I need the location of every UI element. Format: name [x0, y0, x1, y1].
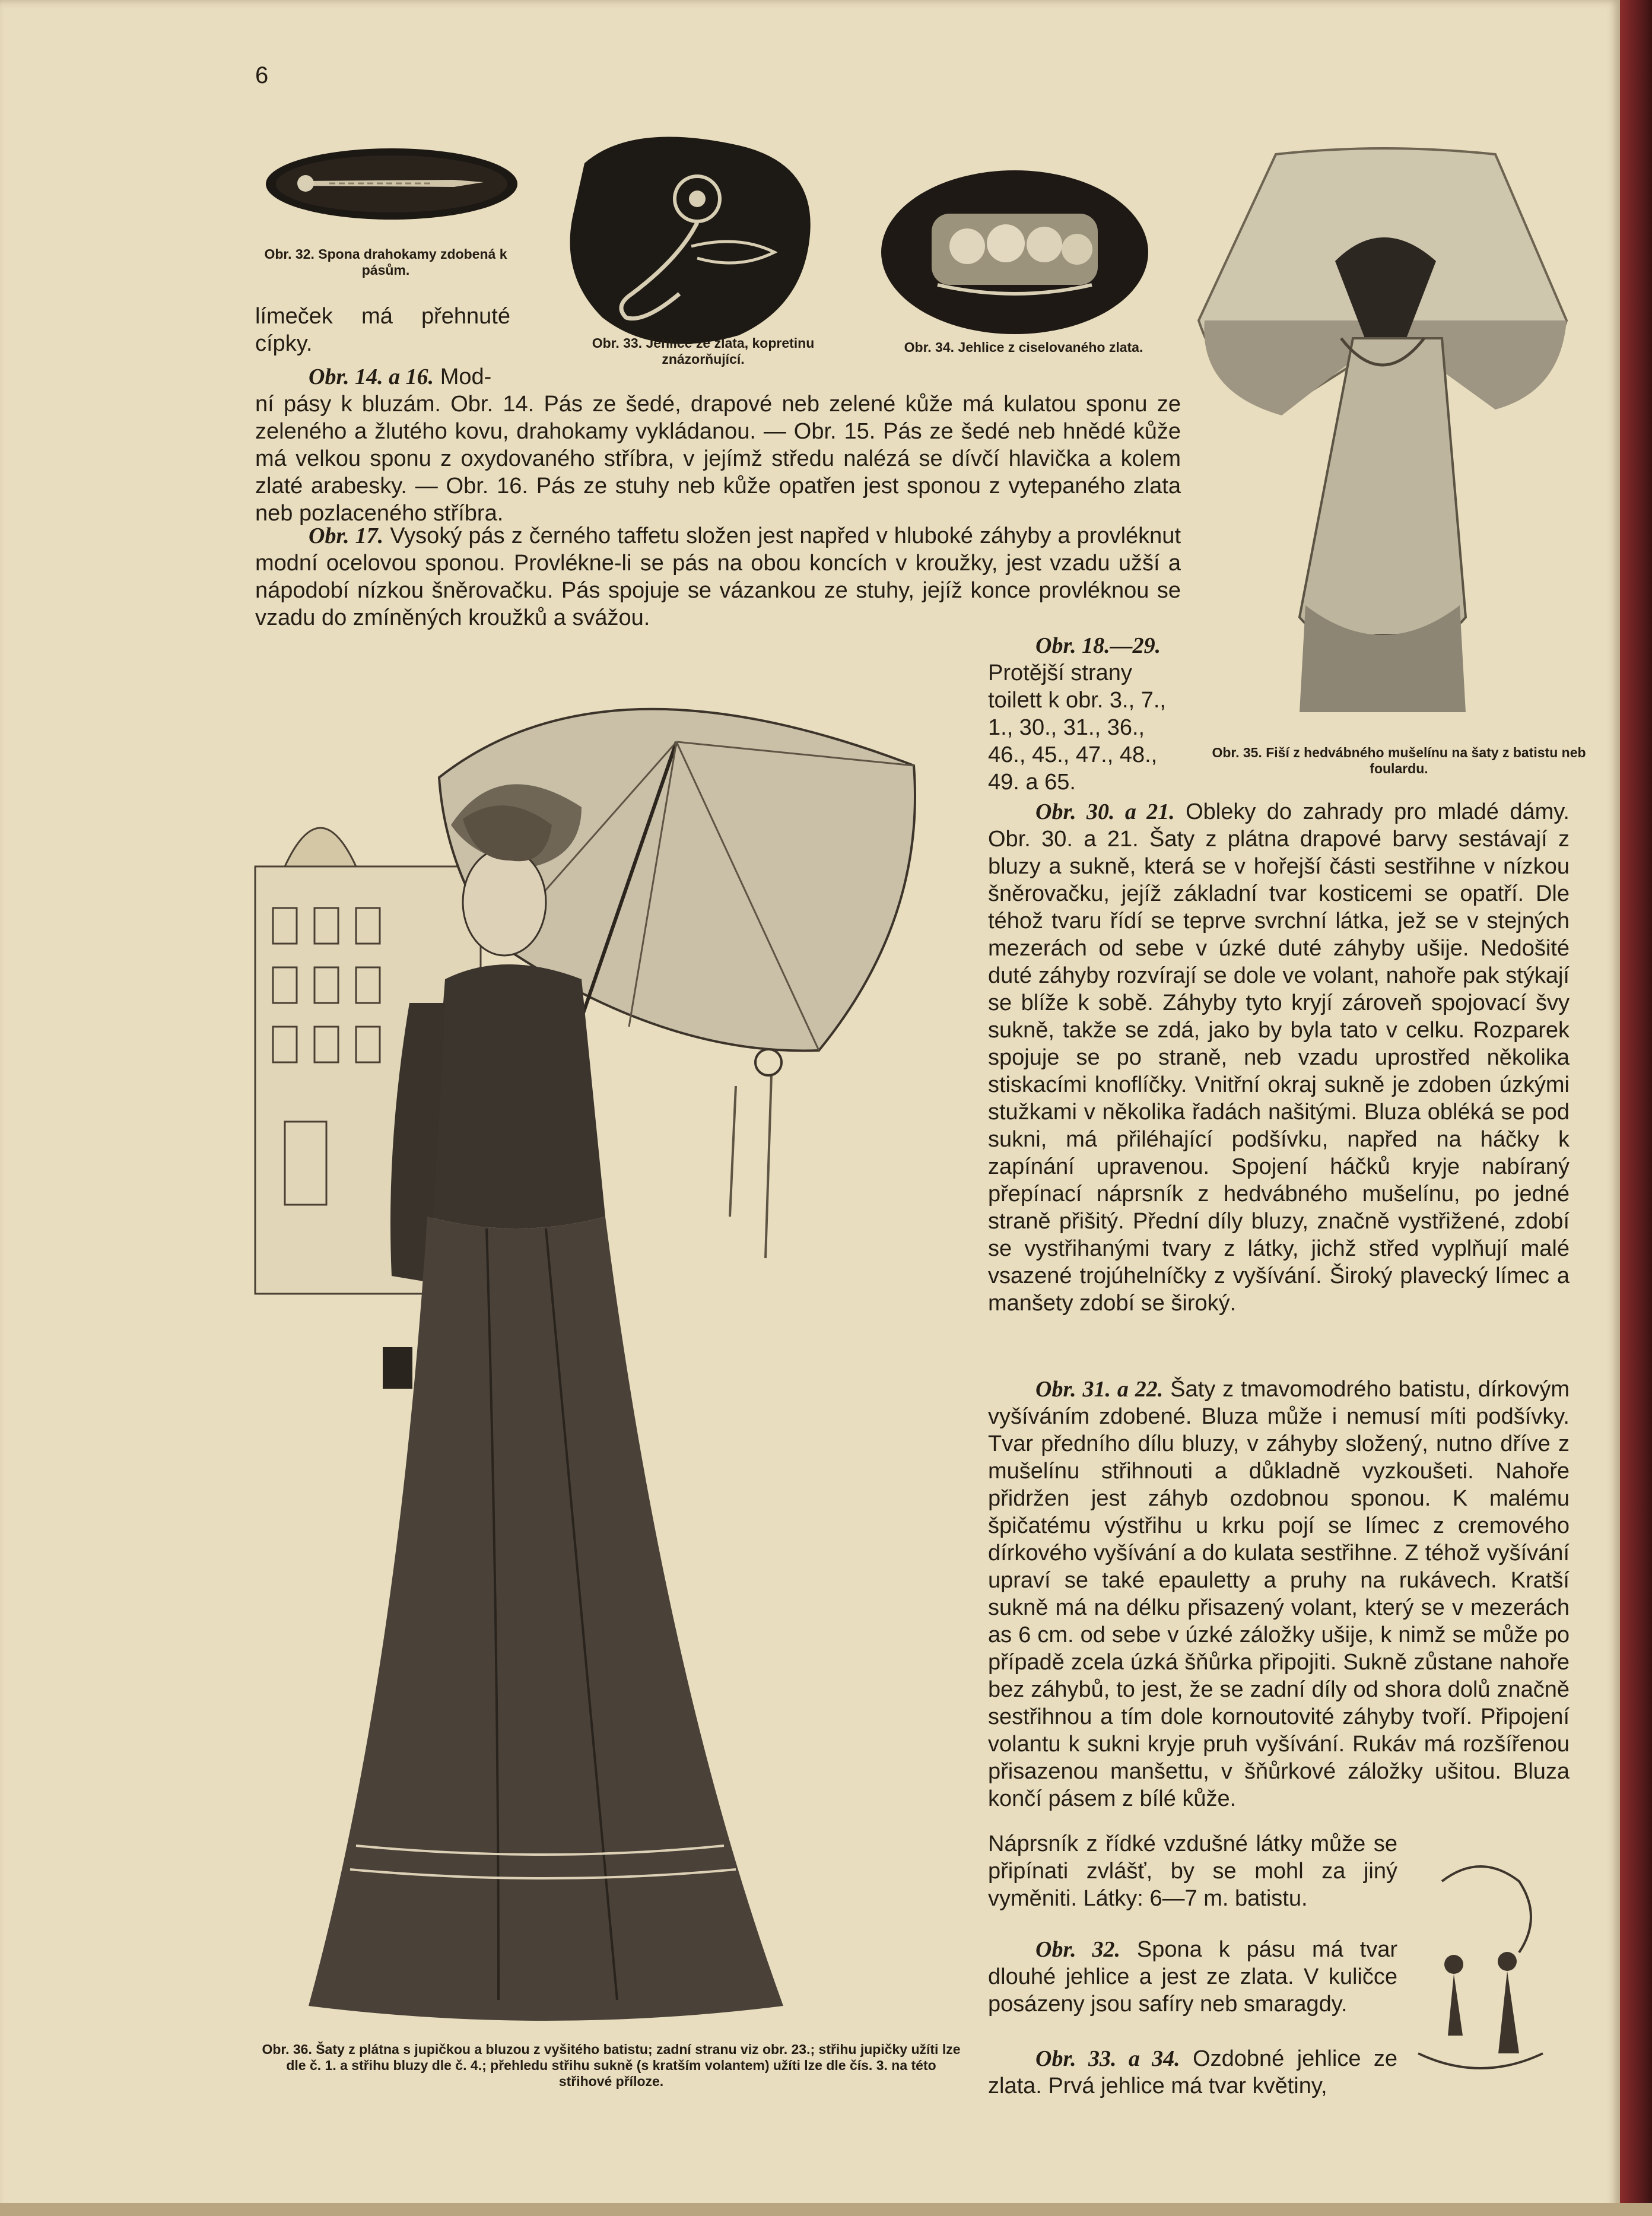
figure-36-caption: Obr. 36. Šaty z plátna s jupičkou a bluzou z vyšitého batistu; zadní stranu viz obr. 23.; střihu jupičky užíti lze dle č. 1. a střihu bluzy dle č. 4.; přehledu střihu sukně (s kratším volantem) užíti lze dle čís. 3. na této střihové příloze. [262, 2042, 961, 2089]
paragraph-1-text: límeček má přehnuté cípky. [255, 304, 510, 356]
figure-35-caption: Obr. 35. Fiší z hedvábného mušelínu na šaty z batistu neb foulardu. [1212, 745, 1586, 776]
paragraph-6-heading: Obr. 31. a 22. [1035, 1377, 1164, 1402]
figure-34-pin-image [878, 166, 1151, 338]
paragraph-8 [988, 2045, 1397, 2100]
paragraph-4 [988, 632, 1187, 796]
paragraph-5-text: Obleky do zahrady pro mladé dámy. Obr. 30. a 21. Šaty z plátna drapové barvy sestávají z bluzy a sukně, která se v hořejší části sestřihne v nízkou šněrovačku, jejíž základní tvar kosticemi se opatří. Dle téhož tvaru řídí se teprve svrchní látka, jež se v stejných mezerách od sebe v úzké duté záhyby ušije. Nedošité duté záhyby rozvírají se dole ve volant, nahoře pak stýkají se blíže k sobě. Záhyby tyto kryjí zároveň spojovací švy sukně, takže se zdá, jako by byla tato v celku. Rozparek spojuje se po straně, neb vzadu uprostřed několika stiskacími knoflíčky. Vnitřní okraj sukně je zdoben úzkými stužkami v několika řadách našitými. Bluza obléká se pod sukni, má přiléhající podšívku, napřed na háčky k zapínání upravenou. Spojení háčků kryje nabíraný přepínací náprsník z hedvábného mušelínu, po jedné straně přišitý. Přední díly bluzy, značně vystřižené, zdobí se vystřihanými tvary z látky, jichž střed vyplňují malé vsazené trojúhelníčky z vyšívání. Široký plavecký límec a manšety zdobí se široký. [988, 799, 1570, 1316]
figure-35-fichu-image [1187, 142, 1578, 715]
figure-34-caption: Obr. 34. Jehlice z ciselovaného zlata. [904, 339, 1143, 355]
paragraph-2-lead: Mod- [434, 364, 492, 389]
paragraph-5-heading: Obr. 30. a 21. [1035, 799, 1175, 824]
paragraph-6-text: Šaty z tmavomodrého batistu, dírkovým vyšíváním zdobené. Bluza může i nemusí míti podšívky. Tvar předního dílu bluzy, v záhyby složený, nutno dříve z mušelínu střihnouti a důkladně vyzkoušeti. Nahoře přidržen jest záhyb ozdobnou sponou. K malému špičatému výstřihu u krku pojí se límec z cremového dírkového vyšívání a do kulata sestřihne. Z téhož vyšívání upraví se také epauletty a pruhy na rukávech. Kratší sukně má na délku přisazený volant, který se v mezerách as 6 cm. od sebe v úzké záložky ušije, k nimž se může po případě zcela úzká šňůrka připojiti. Sukně zůstane nahoře bez záhybů, to jest, že se zadní díly od shora dolů značně sestřihnou a tím dole kornoutovité záhyby tvoří. Připojení volantu k sukni kryje pruh vyšívání. Rukáv má rozšířenou přisazenou manšettu, v šňůrkové záložky ušitou. Bluza končí pásem z bílé kůže. [988, 1377, 1570, 1811]
figure-36-fashion-plate-image [249, 671, 961, 2030]
paragraph-2 [255, 363, 1181, 527]
paragraph-6-tail-text: Náprsník z řídké vzdušné látky může se připínati zvlášť, by se mohl za jiný vyměniti. Látky: 6—7 m. batistu. [988, 1831, 1397, 1911]
paragraph-1 [255, 303, 510, 357]
paragraph-2-text: ní pásy k bluzám. Obr. 14. Pás ze šedé, drapové neb zelené kůže má kulatou sponu ze zeleného a žlutého kovu, drahokamy vykládanou. — Obr. 15. Pás ze šedé neb hnědé kůže má velkou sponu z oxydovaného stříbra, v jejímž středu nalézá se dívčí hlavička a kolem zlaté arabesky. — Obr. 16. Pás ze stuhy neb kůže opatřen jest sponou z vytepaného zlata neb pozlaceného stříbra. [255, 392, 1181, 526]
paragraph-3-heading: Obr. 17. [309, 523, 384, 548]
page-number: 6 [255, 62, 269, 88]
paragraph-2-heading: Obr. 14. a 16. [309, 364, 434, 389]
paragraph-6 [988, 1376, 1570, 1812]
paragraph-8-text: Ozdobné jehlice ze zlata. Prvá jehlice má tvar květiny, [988, 2046, 1397, 2098]
paragraph-7-text: Spona k pásu má tvar dlouhé jehlice a jest ze zlata. V kuličce posázeny jsou safíry neb smaragdy. [988, 1937, 1397, 2017]
page-bottom-edge [0, 2203, 1652, 2216]
figure-33-pin-image [561, 128, 822, 353]
paragraph-4-heading: Obr. 18.—29. [1035, 633, 1161, 658]
ornament-figures-image [1406, 1858, 1555, 2083]
paragraph-4-text: Protější strany toilett k obr. 3., 7., 1., 30., 31., 36., 46., 45., 47., 48., 49. a 65. [988, 661, 1166, 795]
paragraph-8-heading: Obr. 33. a 34. [1035, 2046, 1180, 2071]
paragraph-5 [988, 798, 1570, 1317]
paragraph-6-tail [988, 1830, 1397, 1912]
book-spine [1620, 0, 1652, 2216]
figure-32-caption: Obr. 32. Spona drahokamy zdobená k pásům. [264, 246, 507, 278]
figure-32-brooch-image [264, 145, 519, 223]
paragraph-7-heading: Obr. 32. [1035, 1937, 1120, 1962]
paragraph-7 [988, 1936, 1397, 2018]
figure-33-caption: Obr. 33. Jehlice ze zlata, kopretinu znázorňující. [592, 335, 815, 367]
paragraph-3-text: Vysoký pás z černého taffetu složen jest napřed v hluboké záhyby a provléknut modní ocelovou sponou. Provlékne-li se pás na obou koncích v kroužky, jest vzadu užší a nápodobí nízkou šněrovačku. Pás spojuje se vázankou ze stuhy, jejíž konce provléknou se vzadu do zmíněných kroužků a svážou. [255, 523, 1181, 630]
paragraph-3 [255, 522, 1181, 631]
